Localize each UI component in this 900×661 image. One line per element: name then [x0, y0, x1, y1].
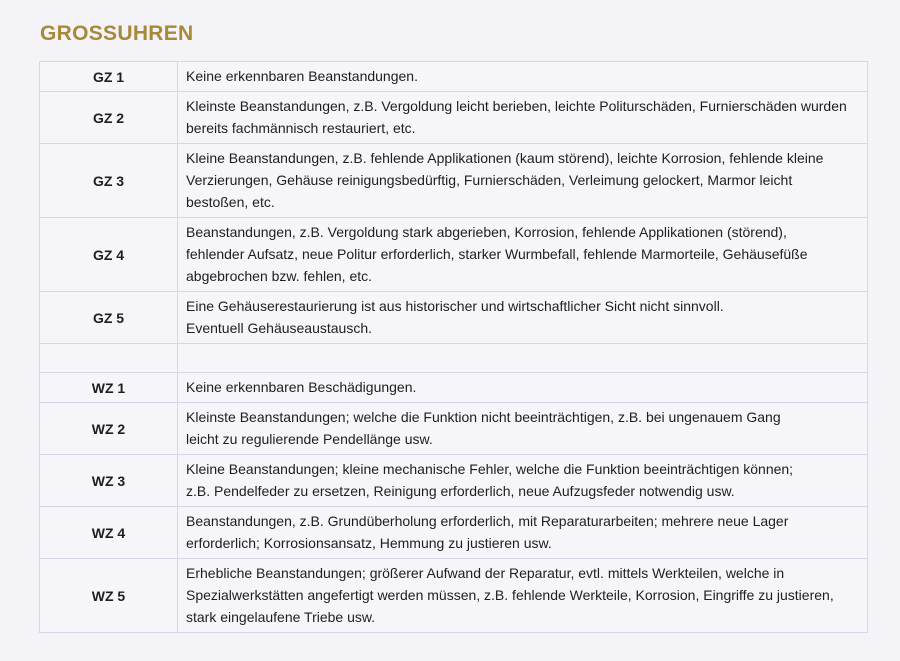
grade-description: Beanstandungen, z.B. Grundüberholung erforderlich, mit Reparaturarbeiten; mehrere neue Lager erforderlich; Korrosionsansatz, Hemmung zu justieren usw. [178, 507, 868, 559]
grade-code: WZ 3 [40, 455, 178, 507]
grade-code: GZ 3 [40, 144, 178, 218]
grade-code: GZ 2 [40, 92, 178, 144]
table-row [40, 373, 868, 403]
grade-code: GZ 5 [40, 292, 178, 344]
grade-code: GZ 4 [40, 218, 178, 292]
table-row [40, 144, 868, 218]
spacer-cell [178, 344, 868, 373]
table-row [40, 559, 868, 633]
grade-description: Kleinste Beanstandungen; welche die Funktion nicht beeinträchtigen, z.B. bei ungenauem Gang leicht zu regulierende Pendellänge usw. [178, 403, 868, 455]
grade-description: Kleinste Beanstandungen, z.B. Vergoldung leicht berieben, leichte Politurschäden, Furnierschäden wurden bereits fachmännisch restauriert, etc. [178, 92, 868, 144]
table-row [40, 507, 868, 559]
table-row [40, 62, 868, 92]
grade-description: Beanstandungen, z.B. Vergoldung stark abgerieben, Korrosion, fehlende Applikationen (störend), fehlender Aufsatz, neue Politur erforderlich, starker Wurmbefall, fehlende Marmorteile, Gehäusefüße abgebrochen bzw. fehlen, etc. [178, 218, 868, 292]
spacer-cell [40, 344, 178, 373]
condition-grades-table [39, 61, 868, 633]
grade-code: GZ 1 [40, 62, 178, 92]
grade-description: Keine erkennbaren Beschädigungen. [178, 373, 868, 403]
grade-description: Kleine Beanstandungen; kleine mechanische Fehler, welche die Funktion beeinträchtigen können; z.B. Pendelfeder zu ersetzen, Reinigung erforderlich, neue Aufzugsfeder notwendig usw. [178, 455, 868, 507]
table-row [40, 455, 868, 507]
table-row [40, 403, 868, 455]
table-row [40, 92, 868, 144]
table-row [40, 218, 868, 292]
spacer-row [40, 344, 868, 373]
page-title: GROSSUHREN [40, 22, 194, 45]
grade-code: WZ 4 [40, 507, 178, 559]
grade-code: WZ 1 [40, 373, 178, 403]
grade-description: Keine erkennbaren Beanstandungen. [178, 62, 868, 92]
grade-code: WZ 2 [40, 403, 178, 455]
grade-description: Erhebliche Beanstandungen; größerer Aufwand der Reparatur, evtl. mittels Werkteilen, welche in Spezialwerkstätten angefertigt werden müssen, z.B. fehlende Werkteile, Korrosion, Eingriffe zu justieren, stark eingelaufene Triebe usw. [178, 559, 868, 633]
grade-description: Eine Gehäuserestaurierung ist aus historischer und wirtschaftlicher Sicht nicht sinnvoll. Eventuell Gehäuseaustausch. [178, 292, 868, 344]
table-row [40, 292, 868, 344]
grade-code: WZ 5 [40, 559, 178, 633]
grade-description: Kleine Beanstandungen, z.B. fehlende Applikationen (kaum störend), leichte Korrosion, fehlende kleine Verzierungen, Gehäuse reinigungsbedürftig, Furnierschäden, Verleimung gelockert, Marmor leicht bestoßen, etc. [178, 144, 868, 218]
